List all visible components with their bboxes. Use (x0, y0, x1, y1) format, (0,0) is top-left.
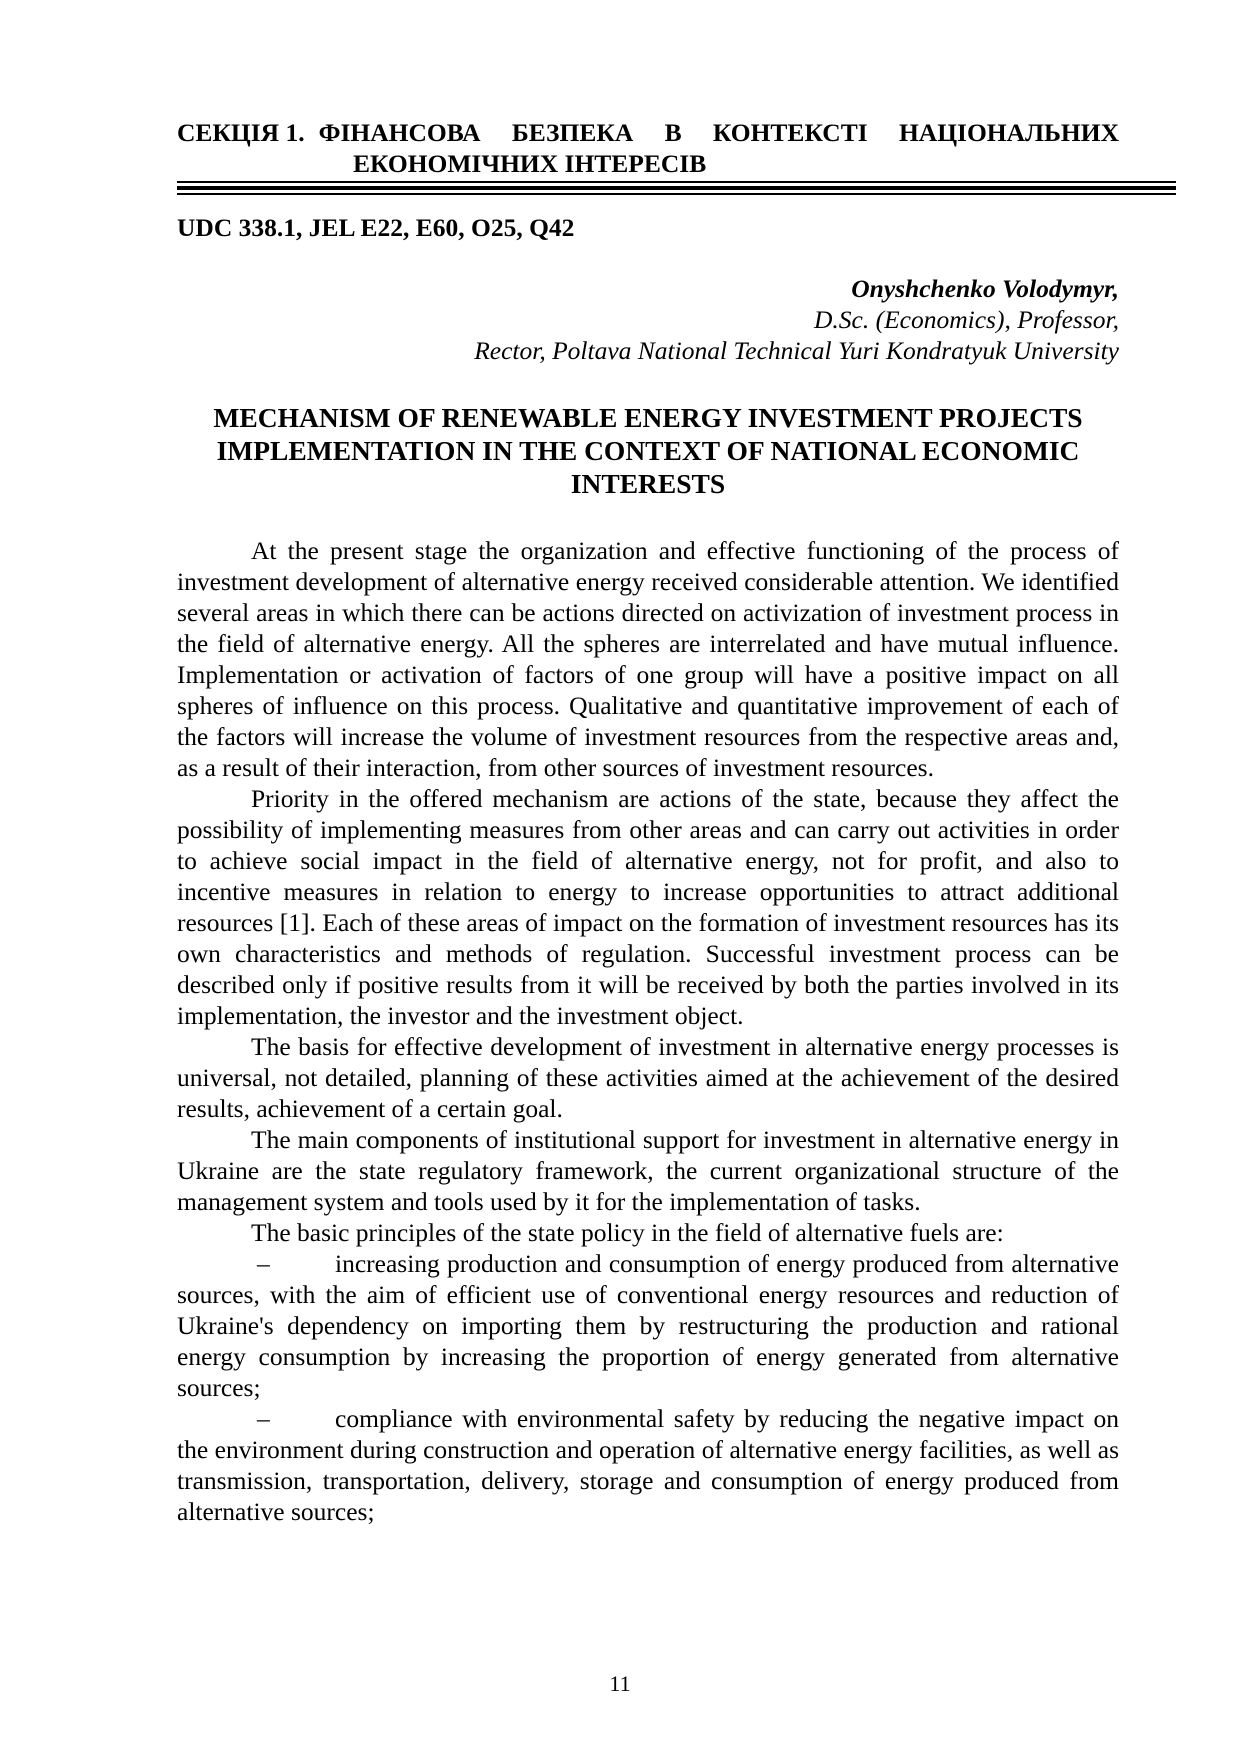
header-rule-thin-top (177, 181, 1176, 183)
header-rule-thin-bottom (177, 193, 1176, 195)
paragraph-3: The basis for effective development of investment in alternative energy processes is universal, not detailed, planning of these activities aimed at the achievement of the desired results, achievement of a certain goal. (177, 1032, 1119, 1123)
paper-title-line-3: INTERESTS (570, 468, 726, 499)
section-number: СЕКЦІЯ 1. (177, 118, 305, 147)
author-name: Onyshchenko Volodymyr, (851, 274, 1119, 303)
paper-title-line-2: IMPLEMENTATION IN THE CONTEXT OF NATIONAL ECONOMIC (216, 435, 1080, 466)
paper-title (177, 401, 1119, 500)
list-dash: – (257, 1404, 270, 1433)
author-degree: D.Sc. (Economics), Professor, (813, 305, 1119, 334)
author-affiliation: Rector, Poltava National Technical Yuri Kondratyuk University (474, 336, 1119, 365)
page-number: 11 (609, 1671, 631, 1696)
list-item (177, 1248, 1119, 1403)
header-rule-thick (177, 186, 1176, 190)
section-heading-line-1 (177, 117, 1119, 148)
section-title-line-1: ФІНАНСОВА БЕЗПЕКА В КОНТЕКСТІ НАЦІОНАЛЬНИХ (318, 118, 1119, 147)
udc-classification: UDC 338.1, JEL E22, E60, O25, Q42 (177, 213, 575, 242)
author-block (177, 273, 1119, 366)
list-item (177, 1403, 1119, 1527)
paper-title-line-1: MECHANISM OF RENEWABLE ENERGY INVESTMENT PROJECTS (213, 402, 1083, 433)
paragraph-2: Priority in the offered mechanism are actions of the state, because they affect the possibility of implementing measures from other areas and can carry out activities in order to achieve social impact in the field of alternative energy, not for profit, and also to incentive measures in relation to energy to increase opportunities to attract additional resources [1]. Each of these areas of impact on the formation of investment resources has its own characteristics and methods of regulation. Successful investment process can be described only if positive results from it will be received by both the parties involved in its implementation, the investor and the investment object. (177, 784, 1119, 1030)
list-item-text: increasing production and consumption of energy produced from alternative sources, with the aim of efficient use of conventional energy resources and reduction of Ukraine's dependency on importing them by restructuring the production and rational energy consumption by increasing the proportion of energy generated from alternative sources; (177, 1249, 1119, 1402)
section-title-line-2: ЕКОНОМІЧНИХ ІНТЕРЕСІВ (353, 149, 707, 178)
paragraph-5: The basic principles of the state policy in the field of alternative fuels are: (251, 1218, 1004, 1247)
section-heading (177, 117, 1119, 179)
list-dash: – (257, 1249, 270, 1278)
paragraph-1: At the present stage the organization and effective functioning of the process of investment development of alternative energy received considerable attention. We identified several areas in which there can be actions directed on activization of investment process in the field of alternative energy. All the spheres are interrelated and have mutual influence. Implementation or activation of factors of one group will have a positive impact on all spheres of influence on this process. Qualitative and quantitative improvement of each of the factors will increase the volume of investment resources from the respective areas and, as a result of their interaction, from other sources of investment resources. (177, 536, 1119, 782)
body-text (177, 535, 1119, 1527)
paragraph-4: The main components of institutional support for investment in alternative energy in Ukraine are the state regulatory framework, the current organizational structure of the management system and tools used by it for the implementation of tasks. (177, 1125, 1119, 1216)
list-item-text: compliance with environmental safety by reducing the negative impact on the environment during construction and operation of alternative energy facilities, as well as transmission, transportation, delivery, storage and consumption of energy produced from alternative sources; (177, 1404, 1119, 1526)
